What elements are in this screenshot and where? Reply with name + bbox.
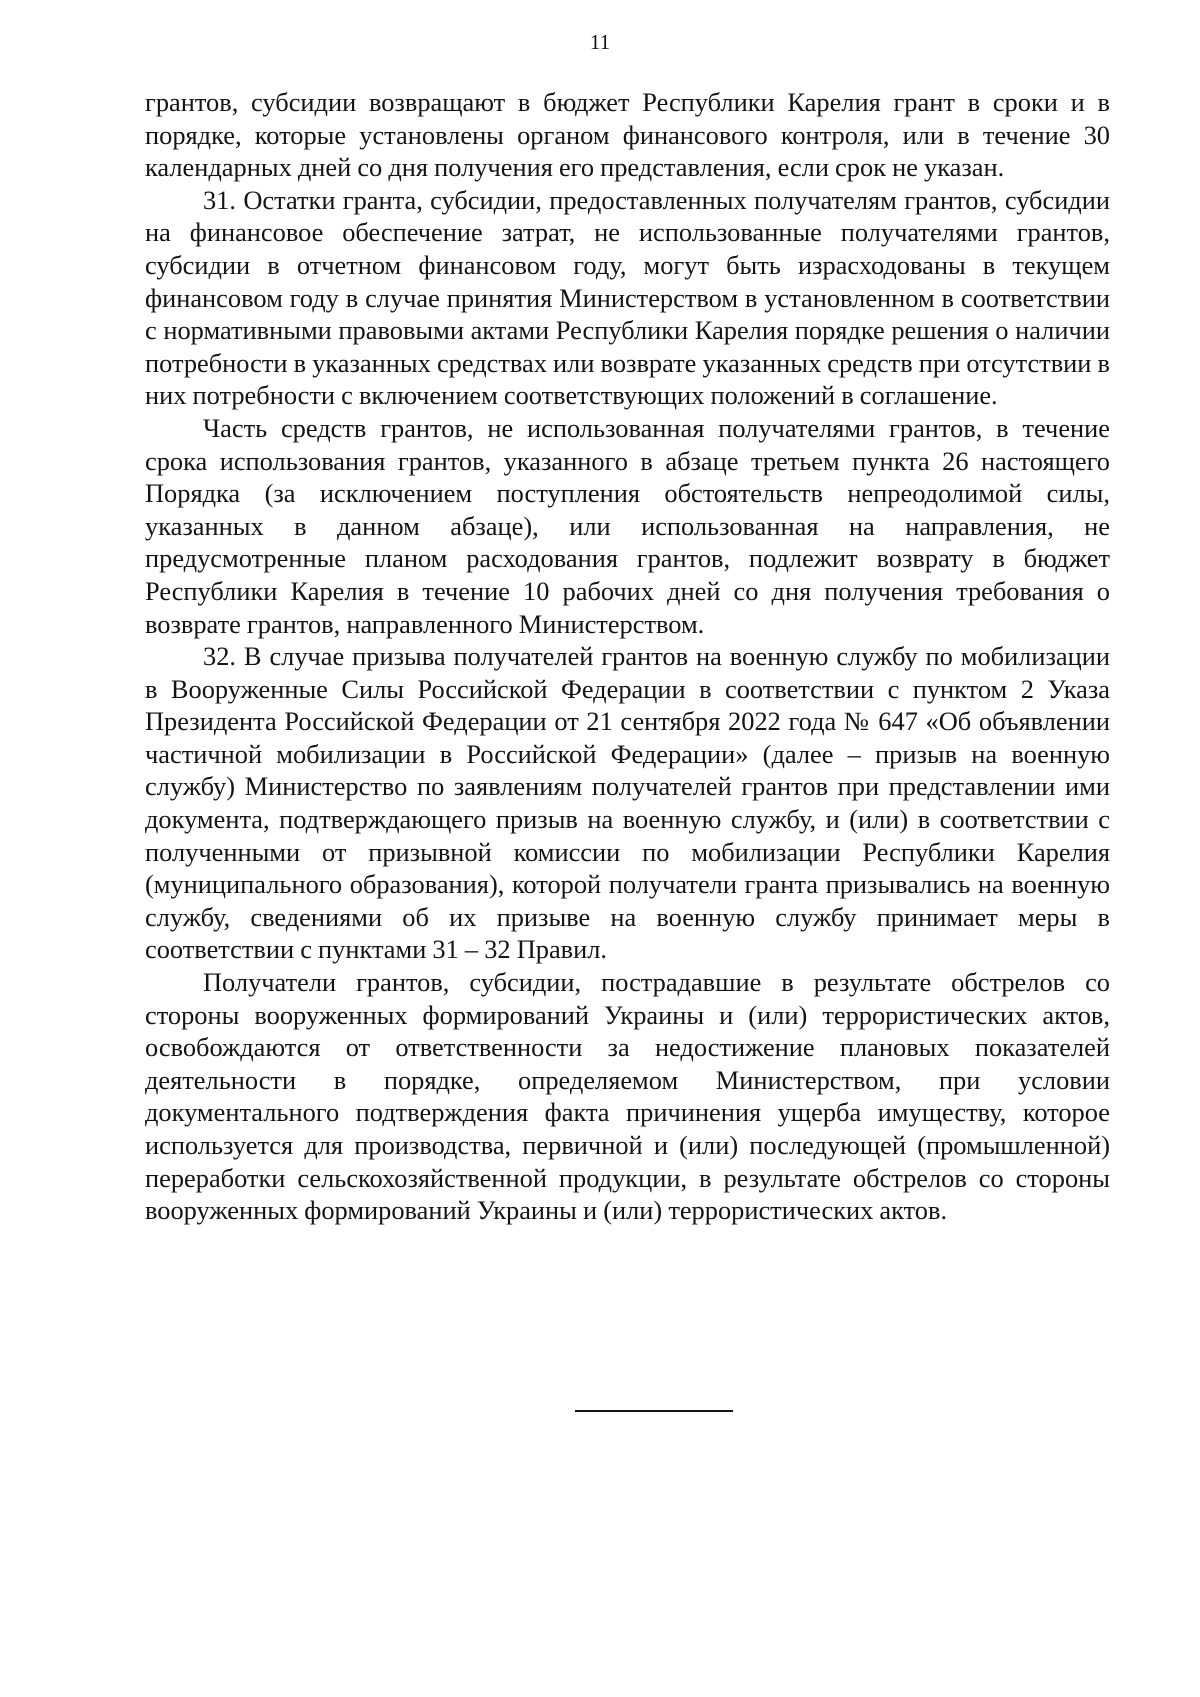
paragraph-31-unused-balances: 31. Остатки гранта, субсидии, предоставленных получателям грантов, субсидии на финансовое обеспечение затрат, не использованные получателями грантов, субсидии в отчетном финансовом году, могут быть израсходованы в текущем финансовом году в случае принятия Министерством в установленном в соответствии с нормативными правовыми актами Республики Карелия порядке решения о наличии потребности в указанных средствах или возврате указанных средств при отсутствии в них потребности с включением соответствующих положений в соглашение. <box>145 184 1110 411</box>
paragraph-shelling-exemption: Получатели грантов, субсидии, пострадавшие в результате обстрелов со стороны вооруженных формирований Украины и (или) террористических актов, освобождаются от ответственности за недостижение плановых показателей деятельности в порядке, определяемом Министерством, при условии документального подтверждения факта причинения ущерба имуществу, которое используется для производства, первичной и (или) последующей (промышленной) переработки сельскохозяйственной продукции, в результате обстрелов со стороны вооруженных формирований Украины и (или) террористических актов. <box>145 967 1110 1226</box>
document-body <box>145 86 1110 1227</box>
end-of-document-rule <box>575 1410 733 1412</box>
page-number: 11 <box>589 30 611 54</box>
paragraph-unused-funds-return: Часть средств грантов, не использованная получателями грантов, в течение срока использования грантов, указанного в абзаце третьем пункта 26 настоящего Порядка (за исключением поступления обстоятельств непреодолимой силы, указанных в данном абзаце), или использованная на направления, не предусмотренные планом расходования грантов, подлежит возврату в бюджет Республики Карелия в течение 10 рабочих дней со дня получения требования о возврате грантов, направленного Министерством. <box>145 412 1110 639</box>
paragraph-32-mobilization: 32. В случае призыва получателей грантов на военную службу по мобилизации в Вооруженные Силы Российской Федерации в соответствии с пунктом 2 Указа Президента Российской Федерации от 21 сентября 2022 года № 647 «Об объявлении частичной мобилизации в Российской Федерации» (далее – призыв на военную службу) Министерство по заявлениям получателей грантов при представлении ими документа, подтверждающего призыв на военную службу, и (или) в соответствии с полученными от призывной комиссии по мобилизации Республики Карелия (муниципального образования), которой получатели гранта призывались на военную службу, сведениями об их призыве на военную службу принимает меры в соответствии с пунктами 31 – 32 Правил. <box>145 641 1110 965</box>
paragraph-grant-return-continued: грантов, субсидии возвращают в бюджет Республики Карелия грант в сроки и в порядке, которые установлены органом финансового контроля, или в течение 30 календарных дней со дня получения его представления, если срок не указан. <box>145 87 1110 183</box>
